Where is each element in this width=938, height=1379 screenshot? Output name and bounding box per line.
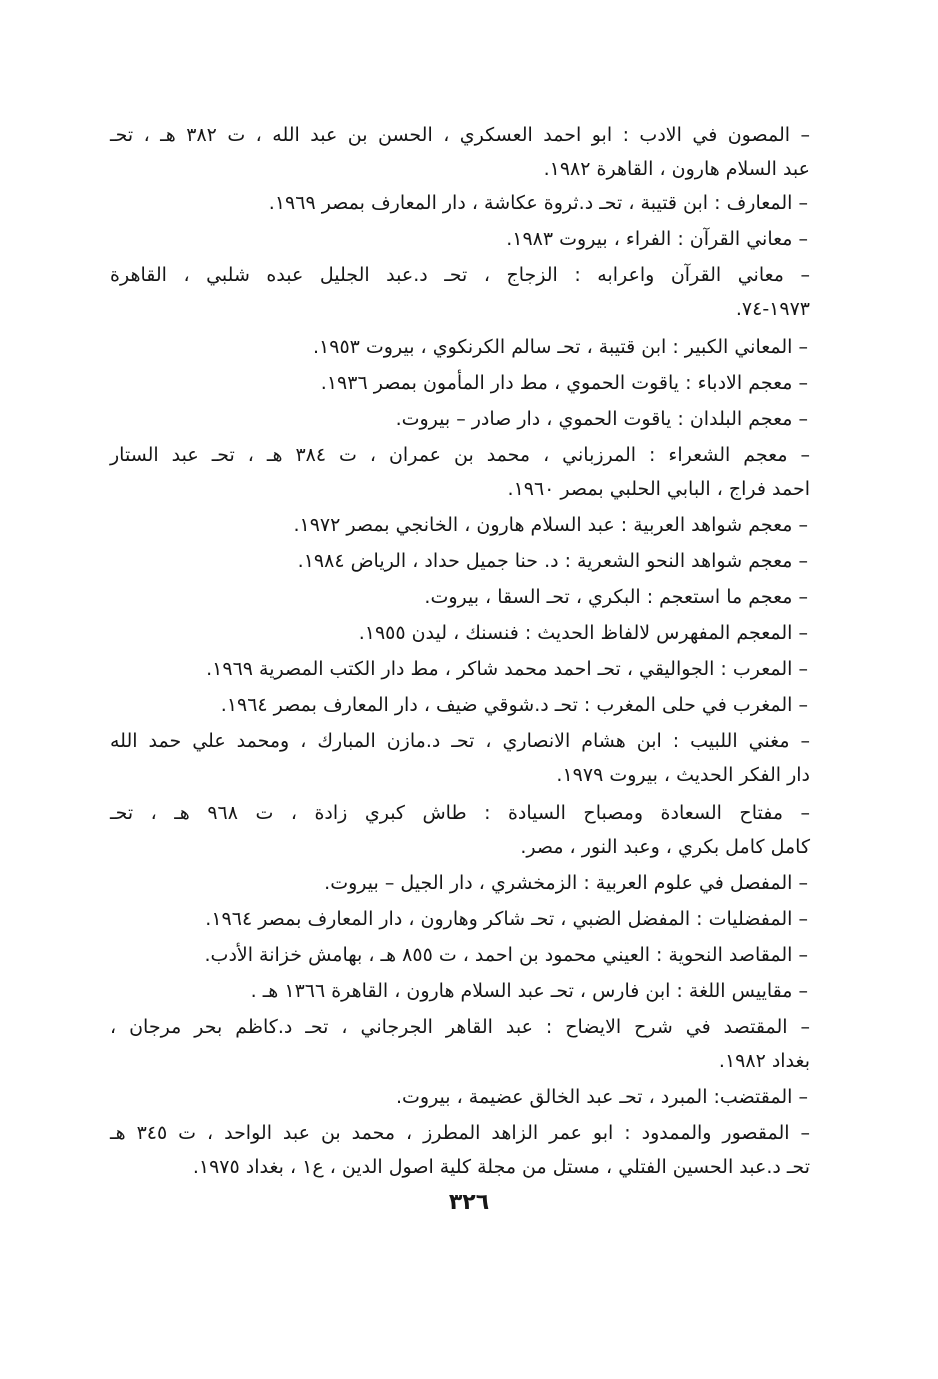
entry-line: – معاني القرآن : الفراء ، بيروت ١٩٨٣. [506,228,808,250]
bibliography-entry [118,402,808,436]
entry-line: – المعارف : ابن قتيبة ، تحـ د.ثروة عكاشة ، دار المعارف بمصر ١٩٦٩. [268,192,808,214]
entry-line: تحـ د.عبد الحسين الفتلي ، مستل من مجلة كلية اصول الدين ، ع١ ، بغداد ١٩٧٥. [192,1156,810,1178]
page-number: ٣٢٦ [448,1190,490,1215]
bibliography-entry [118,688,808,722]
bibliography-entry [118,366,808,400]
bibliography-entry [118,330,808,364]
bibliography-entry [110,438,810,506]
bibliography-entry [110,796,810,864]
bibliography-entry [118,938,808,972]
bibliography-entry [118,866,808,900]
entry-line: – المصون في الادب : ابو احمد العسكري ، الحسن بن عبد الله ، ت ٣٨٢ هـ ، تحـ [110,124,810,146]
entry-line: دار الفكر الحديث ، بيروت ١٩٧٩. [556,764,810,786]
entry-line: – معجم البلدان : ياقوت الحموي ، دار صادر – بيروت. [395,408,808,430]
entry-line: – مقاييس اللغة : ابن فارس ، تحـ عبد السلام هارون ، القاهرة ١٣٦٦ هـ . [250,980,808,1002]
bibliography-entry [118,652,808,686]
bibliography-entry [118,508,808,542]
bibliography-entry [118,222,808,256]
bibliography-entry [118,1080,808,1114]
entry-line: – المعجم المفهرس لالفاظ الحديث : فنسنك ، ليدن ١٩٥٥. [358,622,808,644]
entry-line: – معجم ما استعجم : البكري ، تحـ السقا ، بيروت. [424,586,808,608]
entry-line: ١٩٧٣-٧٤. [735,298,810,320]
bibliography-entry [110,258,810,326]
entry-line: – المقتضب: المبرد ، تحـ عبد الخالق عضيمة ، بيروت. [395,1086,808,1108]
bibliography-entry [110,1010,810,1078]
bibliography-entry [118,186,808,220]
entry-line: – معجم الادباء : ياقوت الحموي ، مط دار المأمون بمصر ١٩٣٦. [320,372,808,394]
bibliography-entry [118,616,808,650]
entry-line: احمد فراج ، البابي الحلبي بمصر ١٩٦٠. [507,478,810,500]
entry-line: – معجم شواهد العربية : عبد السلام هارون ، الخانجي بمصر ١٩٧٢. [293,514,808,536]
entry-line: – معجم شواهد النحو الشعرية : د. حنا جميل حداد ، الرياض ١٩٨٤. [297,550,808,572]
entry-line: – المقتصد في شرح الايضاح : عبد القاهر الجرجاني ، تحـ د.كاظم بحر مرجان ، [110,1016,810,1038]
entry-line: – مفتاح السعادة ومصباح السيادة : طاش كبري زادة ، ت ٩٦٨ هـ ، تحـ [110,802,811,824]
entry-line: كامل كامل بكري ، وعبد النور ، مصر. [520,836,810,858]
entry-line: – المفضليات : المفضل الضبي ، تحـ شاكر وهارون ، دار المعارف بمصر ١٩٦٤. [205,908,808,930]
bibliography-entry [118,974,808,1008]
entry-line: عبد السلام هارون ، القاهرة ١٩٨٢. [543,158,810,180]
entry-line: بغداد ١٩٨٢. [718,1050,810,1072]
bibliography-entry [110,1116,810,1184]
bibliography-entry [118,902,808,936]
entry-line: – المغرب في حلى المغرب : تحـ د.شوقي ضيف ، دار المعارف بمصر ١٩٦٤. [220,694,808,716]
entry-line: – المعاني الكبير : ابن قتيبة ، تحـ سالم الكرنكوي ، بيروت ١٩٥٣. [313,336,808,358]
entry-line: – معجم الشعراء : المرزباني ، محمد بن عمران ، ت ٣٨٤ هـ ، تحـ عبد الستار [110,444,810,466]
entry-line: – المفصل في علوم العربية : الزمخشري ، دار الجيل – بيروت. [324,872,808,894]
entry-line: – المعرب : الجواليقي ، تحـ احمد محمد شاكر ، مط دار الكتب المصرية ١٩٦٩. [206,658,808,680]
entry-line: – مغني اللبيب : ابن هشام الانصاري ، تحـ د.مازن المبارك ، ومحمد علي حمد الله [110,730,810,752]
entry-line: – المقصور والممدود : ابو عمر الزاهد المطرز ، محمد بن عبد الواحد ، ت ٣٤٥ هـ [110,1122,810,1144]
entry-line: – المقاصد النحوية : العيني محمود بن احمد ، ت ٨٥٥ هـ ، بهامش خزانة الأدب. [204,944,808,966]
bibliography-entry [110,724,810,792]
bibliography-entry [118,580,808,614]
entry-line: – معاني القرآن واعرابه : الزجاج ، تحـ د.عبد الجليل عبده شلبي ، القاهرة [110,264,810,286]
bibliography-entry [118,544,808,578]
bibliography-entry [110,118,810,186]
